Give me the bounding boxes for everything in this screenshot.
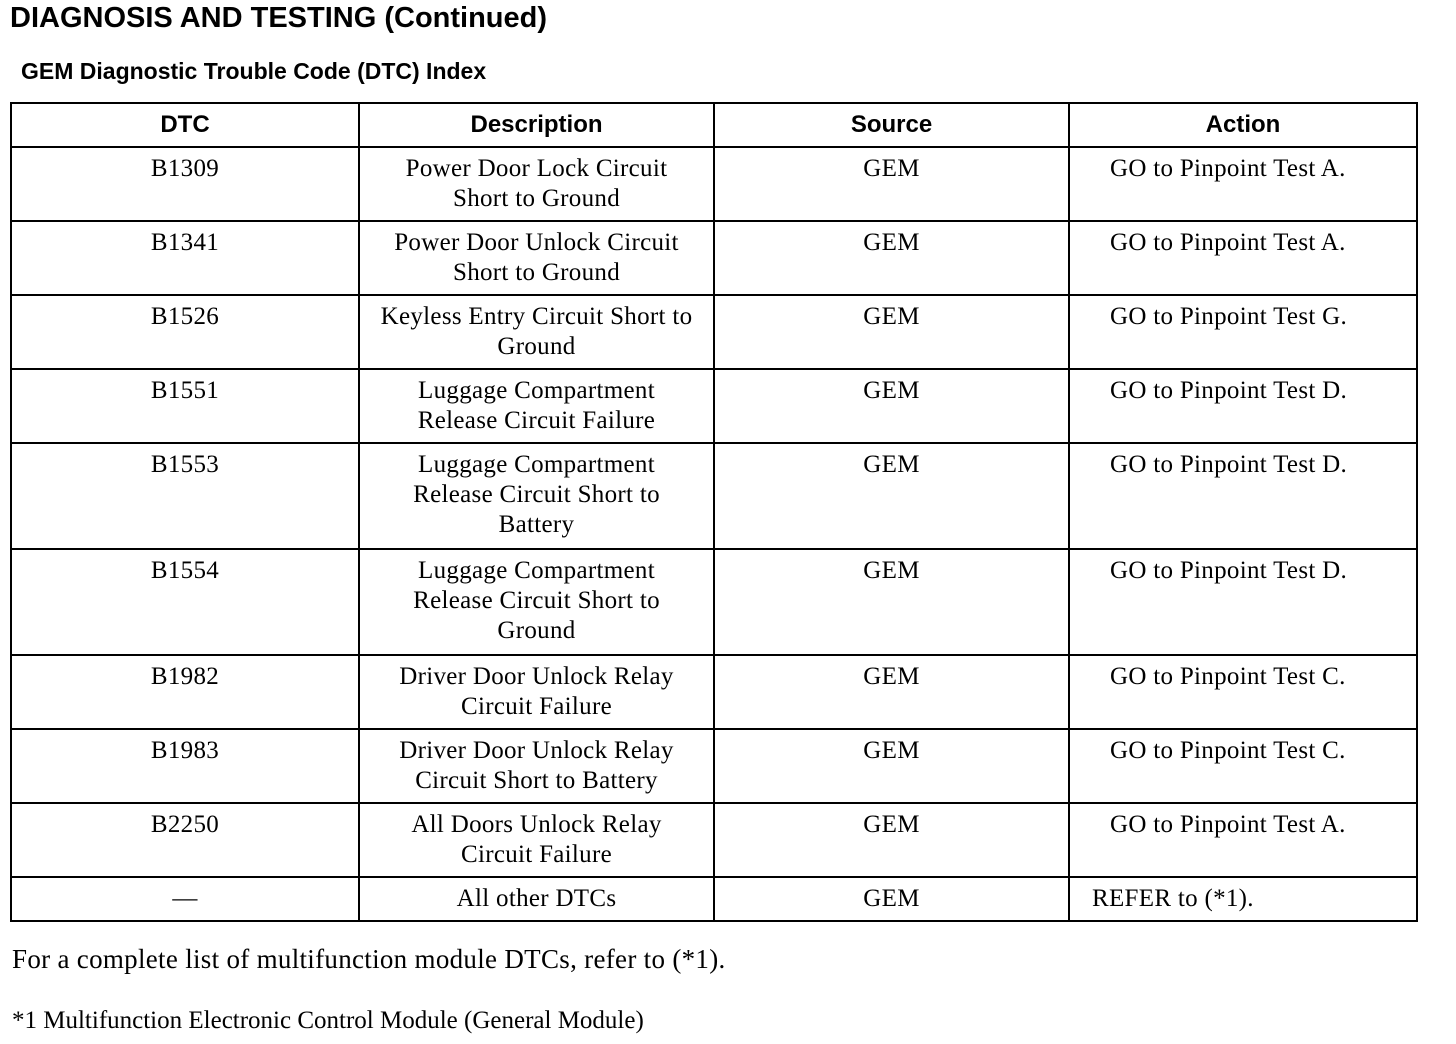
- source-cell: GEM: [714, 549, 1069, 655]
- header-dtc: DTC: [11, 103, 359, 147]
- table-row: [11, 295, 1417, 369]
- dtc-cell: B1526: [11, 295, 359, 369]
- dtc-cell: B1554: [11, 549, 359, 655]
- dtc-cell: B1551: [11, 369, 359, 443]
- module-dtc-note: For a complete list of multifunction module DTCs, refer to (*1).: [12, 944, 726, 974]
- action-cell: GO to Pinpoint Test A.: [1069, 803, 1417, 877]
- footnote: *1 Multifunction Electronic Control Module (General Module): [12, 1007, 644, 1034]
- dtc-cell: B1341: [11, 221, 359, 295]
- action-cell: GO to Pinpoint Test C.: [1069, 655, 1417, 729]
- source-cell: GEM: [714, 729, 1069, 803]
- table-row: [11, 221, 1417, 295]
- dtc-cell: B1983: [11, 729, 359, 803]
- description-cell: Luggage Compartment Release Circuit Short to Battery: [359, 443, 714, 549]
- dtc-index-table: [10, 102, 1418, 922]
- source-cell: GEM: [714, 295, 1069, 369]
- table-row: [11, 549, 1417, 655]
- table-title: GEM Diagnostic Trouble Code (DTC) Index: [21, 58, 487, 84]
- description-cell: All other DTCs: [359, 877, 714, 921]
- table-row: [11, 803, 1417, 877]
- section-title: DIAGNOSIS AND TESTING (Continued): [10, 2, 548, 34]
- header-description: Description: [359, 103, 714, 147]
- table-row: [11, 443, 1417, 549]
- source-cell: GEM: [714, 221, 1069, 295]
- action-cell: GO to Pinpoint Test A.: [1069, 221, 1417, 295]
- table-header-row: [11, 103, 1417, 147]
- description-cell: Luggage Compartment Release Circuit Short to Ground: [359, 549, 714, 655]
- description-cell: Driver Door Unlock Relay Circuit Short to Battery: [359, 729, 714, 803]
- table-row: [11, 655, 1417, 729]
- description-cell: Keyless Entry Circuit Short to Ground: [359, 295, 714, 369]
- header-source: Source: [714, 103, 1069, 147]
- action-cell: REFER to (*1).: [1069, 877, 1417, 921]
- table-row: [11, 729, 1417, 803]
- action-cell: GO to Pinpoint Test C.: [1069, 729, 1417, 803]
- dtc-cell: B1553: [11, 443, 359, 549]
- dtc-cell: —: [11, 877, 359, 921]
- source-cell: GEM: [714, 147, 1069, 221]
- action-cell: GO to Pinpoint Test G.: [1069, 295, 1417, 369]
- action-cell: GO to Pinpoint Test D.: [1069, 369, 1417, 443]
- description-cell: Power Door Lock Circuit Short to Ground: [359, 147, 714, 221]
- source-cell: GEM: [714, 803, 1069, 877]
- dtc-cell: B1982: [11, 655, 359, 729]
- table-row: [11, 877, 1417, 921]
- header-action: Action: [1069, 103, 1417, 147]
- source-cell: GEM: [714, 655, 1069, 729]
- dtc-cell: B2250: [11, 803, 359, 877]
- dtc-cell: B1309: [11, 147, 359, 221]
- description-cell: All Doors Unlock Relay Circuit Failure: [359, 803, 714, 877]
- table-row: [11, 147, 1417, 221]
- description-cell: Luggage Compartment Release Circuit Failure: [359, 369, 714, 443]
- source-cell: GEM: [714, 369, 1069, 443]
- action-cell: GO to Pinpoint Test D.: [1069, 443, 1417, 549]
- description-cell: Power Door Unlock Circuit Short to Ground: [359, 221, 714, 295]
- table-row: [11, 369, 1417, 443]
- action-cell: GO to Pinpoint Test D.: [1069, 549, 1417, 655]
- action-cell: GO to Pinpoint Test A.: [1069, 147, 1417, 221]
- description-cell: Driver Door Unlock Relay Circuit Failure: [359, 655, 714, 729]
- source-cell: GEM: [714, 877, 1069, 921]
- source-cell: GEM: [714, 443, 1069, 549]
